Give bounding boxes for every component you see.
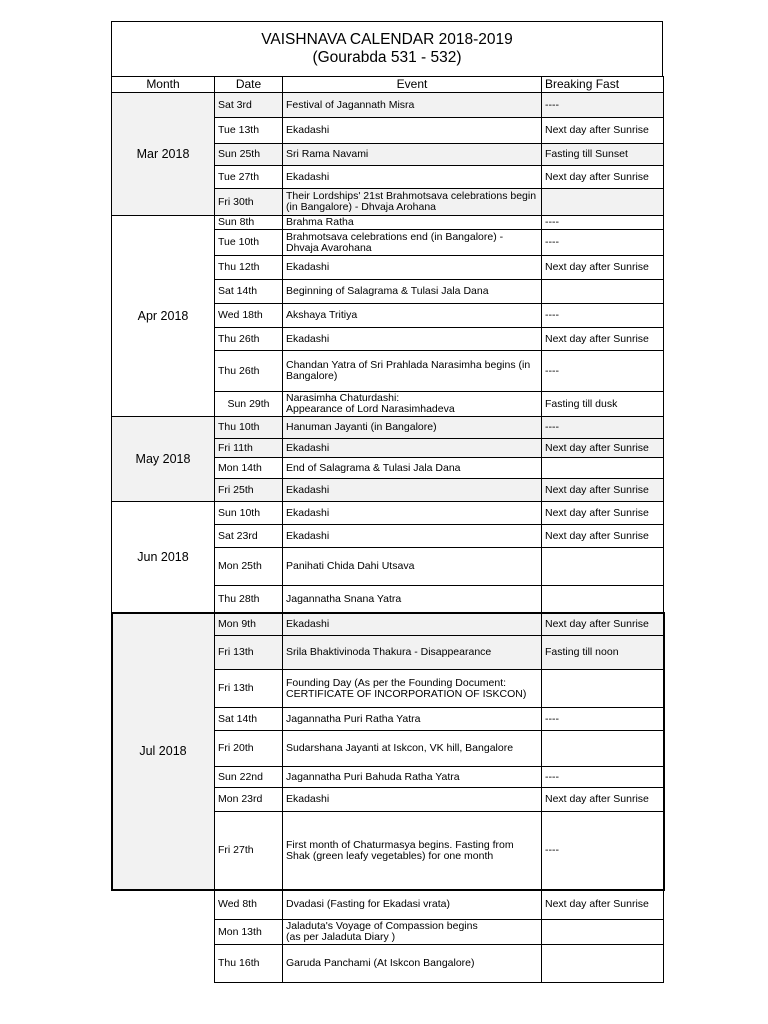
event-cell: Ekadashi — [283, 788, 542, 812]
fast-cell: Next day after Sunrise — [542, 890, 664, 920]
header-month: Month — [112, 77, 215, 93]
date-cell: Thu 28th — [215, 586, 283, 613]
month-cell-mar: Mar 2018 — [112, 93, 215, 216]
event-cell: Ekadashi — [283, 613, 542, 636]
month-cell-apr: Apr 2018 — [112, 216, 215, 417]
fast-cell: Next day after Sunrise — [542, 118, 664, 144]
month-cell-may: May 2018 — [112, 417, 215, 502]
event-cell: Ekadashi — [283, 166, 542, 189]
fast-cell: ---- — [542, 708, 664, 731]
fast-cell — [542, 731, 664, 767]
event-cell: Brahmotsava celebrations end (in Bangalore) - Dhvaja Avarohana — [283, 230, 542, 256]
event-cell: Panihati Chida Dahi Utsava — [283, 548, 542, 586]
date-cell: Fri 25th — [215, 479, 283, 502]
event-cell: Ekadashi — [283, 328, 542, 351]
date-cell: Thu 26th — [215, 328, 283, 351]
header-event: Event — [283, 77, 542, 93]
fast-cell: ---- — [542, 93, 664, 118]
table-row — [112, 417, 664, 439]
table-row — [112, 93, 664, 118]
fast-cell — [542, 280, 664, 304]
calendar-subtitle: (Gourabda 531 - 532) — [312, 49, 462, 66]
fast-cell: Next day after Sunrise — [542, 502, 664, 525]
fast-cell — [542, 945, 664, 983]
event-cell: Jaladuta's Voyage of Compassion begins (as per Jaladuta Diary ) — [283, 920, 542, 945]
fast-cell: Next day after Sunrise — [542, 613, 664, 636]
event-cell: Jagannatha Puri Bahuda Ratha Yatra — [283, 767, 542, 788]
event-cell: Narasimha Chaturdashi: Appearance of Lord Narasimhadeva — [283, 392, 542, 417]
event-cell: Garuda Panchami (At Iskcon Bangalore) — [283, 945, 542, 983]
date-cell: Tue 10th — [215, 230, 283, 256]
date-cell: Mon 13th — [215, 920, 283, 945]
fast-cell: Fasting till dusk — [542, 392, 664, 417]
fast-cell — [542, 548, 664, 586]
date-cell: Thu 10th — [215, 417, 283, 439]
fast-cell — [542, 670, 664, 708]
date-cell: Wed 18th — [215, 304, 283, 328]
date-cell: Sun 25th — [215, 144, 283, 166]
date-cell: Mon 25th — [215, 548, 283, 586]
event-cell: Ekadashi — [283, 439, 542, 458]
table-row — [112, 613, 664, 636]
event-cell: Jagannatha Snana Yatra — [283, 586, 542, 613]
date-cell: Mon 23rd — [215, 788, 283, 812]
fast-cell: Next day after Sunrise — [542, 256, 664, 280]
fast-cell: Next day after Sunrise — [542, 439, 664, 458]
date-cell: Fri 11th — [215, 439, 283, 458]
fast-cell: ---- — [542, 351, 664, 392]
fast-cell: Next day after Sunrise — [542, 525, 664, 548]
event-cell: Ekadashi — [283, 118, 542, 144]
date-cell: Sat 23rd — [215, 525, 283, 548]
date-cell: Thu 26th — [215, 351, 283, 392]
date-cell: Thu 16th — [215, 945, 283, 983]
event-cell: Festival of Jagannath Misra — [283, 93, 542, 118]
event-cell: Sudarshana Jayanti at Iskcon, VK hill, Bangalore — [283, 731, 542, 767]
event-cell: Srila Bhaktivinoda Thakura - Disappearance — [283, 636, 542, 670]
date-cell: Sat 14th — [215, 280, 283, 304]
event-cell: Ekadashi — [283, 479, 542, 502]
date-cell: Sun 8th — [215, 216, 283, 230]
table-row — [112, 502, 664, 525]
month-cell-jul: Jul 2018 — [112, 613, 215, 890]
date-cell: Sun 29th — [215, 392, 283, 417]
calendar-body-main — [112, 93, 664, 613]
fast-cell: Fasting till Sunset — [542, 144, 664, 166]
month-cell-jun: Jun 2018 — [112, 502, 215, 613]
fast-cell — [542, 920, 664, 945]
fast-cell: Next day after Sunrise — [542, 328, 664, 351]
date-cell: Wed 8th — [215, 890, 283, 920]
date-cell: Thu 12th — [215, 256, 283, 280]
date-cell: Fri 13th — [215, 670, 283, 708]
calendar-sheet — [111, 21, 663, 983]
date-cell: Fri 20th — [215, 731, 283, 767]
date-cell: Sat 3rd — [215, 93, 283, 118]
table-row — [112, 890, 664, 920]
date-cell: Fri 13th — [215, 636, 283, 670]
fast-cell: Next day after Sunrise — [542, 479, 664, 502]
event-cell: End of Salagrama & Tulasi Jala Dana — [283, 458, 542, 479]
date-cell: Fri 27th — [215, 812, 283, 890]
calendar-body-july — [112, 613, 664, 890]
event-cell: Ekadashi — [283, 525, 542, 548]
event-cell: Founding Day (As per the Founding Document: CERTIFICATE OF INCORPORATION OF ISKCON) — [283, 670, 542, 708]
event-cell: Chandan Yatra of Sri Prahlada Narasimha begins (in Bangalore) — [283, 351, 542, 392]
fast-cell: Next day after Sunrise — [542, 788, 664, 812]
header-fast: Breaking Fast — [542, 77, 664, 93]
event-cell: Hanuman Jayanti (in Bangalore) — [283, 417, 542, 439]
fast-cell: ---- — [542, 767, 664, 788]
fast-cell — [542, 586, 664, 613]
event-cell: Ekadashi — [283, 502, 542, 525]
fast-cell: ---- — [542, 230, 664, 256]
fast-cell: ---- — [542, 216, 664, 230]
date-cell: Tue 27th — [215, 166, 283, 189]
calendar-title: VAISHNAVA CALENDAR 2018-2019 — [261, 31, 513, 48]
fast-cell — [542, 189, 664, 216]
event-cell: Beginning of Salagrama & Tulasi Jala Dana — [283, 280, 542, 304]
event-cell: Jagannatha Puri Ratha Yatra — [283, 708, 542, 731]
month-cell-empty — [112, 890, 215, 983]
date-cell: Sun 22nd — [215, 767, 283, 788]
title-box — [111, 21, 663, 76]
calendar-body-august — [112, 890, 664, 983]
date-cell: Mon 9th — [215, 613, 283, 636]
event-cell: Akshaya Tritiya — [283, 304, 542, 328]
calendar-table — [111, 76, 664, 983]
fast-cell: Fasting till noon — [542, 636, 664, 670]
fast-cell: ---- — [542, 304, 664, 328]
fast-cell: ---- — [542, 417, 664, 439]
date-cell: Sun 10th — [215, 502, 283, 525]
table-row — [112, 216, 664, 230]
fast-cell: Next day after Sunrise — [542, 166, 664, 189]
event-cell: Brahma Ratha — [283, 216, 542, 230]
fast-cell — [542, 458, 664, 479]
event-cell: Dvadasi (Fasting for Ekadasi vrata) — [283, 890, 542, 920]
date-cell: Tue 13th — [215, 118, 283, 144]
date-cell: Mon 14th — [215, 458, 283, 479]
date-cell: Sat 14th — [215, 708, 283, 731]
event-cell: Sri Rama Navami — [283, 144, 542, 166]
header-date: Date — [215, 77, 283, 93]
event-cell: First month of Chaturmasya begins. Fasting from Shak (green leafy vegetables) for one month — [283, 812, 542, 890]
date-cell: Fri 30th — [215, 189, 283, 216]
event-cell: Their Lordships' 21st Brahmotsava celebrations begin (in Bangalore) - Dhvaja Arohana — [283, 189, 542, 216]
fast-cell: ---- — [542, 812, 664, 890]
event-cell: Ekadashi — [283, 256, 542, 280]
